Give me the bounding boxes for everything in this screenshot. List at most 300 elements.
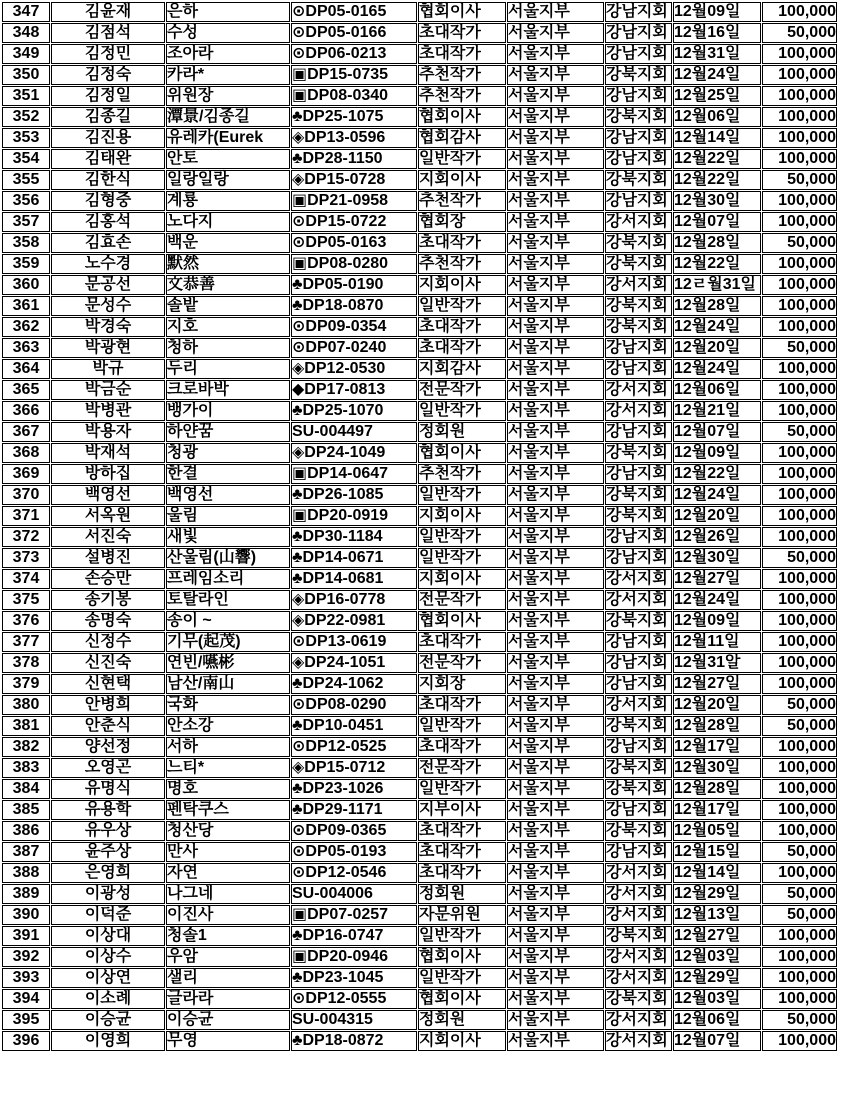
cell-title: 초대작가 [418, 338, 506, 358]
cell-code: ⊙DP12-0555 [291, 989, 417, 1009]
cell-amount: 50,000 [762, 548, 837, 568]
cell-code: ♣DP14-0671 [291, 548, 417, 568]
cell-chapter: 강남지회 [605, 800, 672, 820]
cell-no: 381 [2, 716, 50, 736]
cell-name: 김형중 [51, 191, 165, 211]
cell-title: 초대작가 [418, 695, 506, 715]
cell-branch: 서울지부 [507, 254, 604, 274]
cell-title: 협회이사 [418, 107, 506, 127]
cell-code: ◆DP17-0813 [291, 380, 417, 400]
cell-code: ⊙DP06-0213 [291, 44, 417, 64]
table-row [2, 905, 837, 925]
cell-amount: 100,000 [762, 359, 837, 379]
cell-name: 김홍석 [51, 212, 165, 232]
cell-amount: 100,000 [762, 947, 837, 967]
table-row [2, 212, 837, 232]
cell-date: 12월07일 [673, 422, 761, 442]
cell-name: 이상연 [51, 968, 165, 988]
cell-name: 박금순 [51, 380, 165, 400]
cell-branch: 서울지부 [507, 821, 604, 841]
cell-pen: 글라라 [166, 989, 290, 1009]
cell-amount: 100,000 [762, 275, 837, 295]
table-row [2, 275, 837, 295]
cell-pen: 새빛 [166, 527, 290, 547]
cell-no: 387 [2, 842, 50, 862]
cell-name: 박병관 [51, 401, 165, 421]
cell-branch: 서울지부 [507, 86, 604, 106]
cell-title: 전문작가 [418, 653, 506, 673]
cell-code: ⊙DP05-0163 [291, 233, 417, 253]
cell-name: 박재석 [51, 443, 165, 463]
cell-title: 협회이사 [418, 2, 506, 22]
cell-name: 김종길 [51, 107, 165, 127]
cell-amount: 50,000 [762, 884, 837, 904]
table-row [2, 233, 837, 253]
cell-title: 일반작가 [418, 401, 506, 421]
table-row [2, 338, 837, 358]
table-row [2, 737, 837, 757]
cell-name: 김정민 [51, 44, 165, 64]
cell-chapter: 강남지회 [605, 191, 672, 211]
cell-amount: 100,000 [762, 254, 837, 274]
cell-amount: 100,000 [762, 779, 837, 799]
cell-title: 초대작가 [418, 842, 506, 862]
cell-branch: 서울지부 [507, 842, 604, 862]
cell-no: 347 [2, 2, 50, 22]
cell-title: 협회감사 [418, 128, 506, 148]
cell-branch: 서울지부 [507, 275, 604, 295]
cell-name: 문공선 [51, 275, 165, 295]
cell-branch: 서울지부 [507, 926, 604, 946]
cell-no: 349 [2, 44, 50, 64]
cell-date: 12월29일 [673, 884, 761, 904]
cell-branch: 서울지부 [507, 464, 604, 484]
cell-code: ▣DP21-0958 [291, 191, 417, 211]
table-row [2, 527, 837, 547]
table-row [2, 506, 837, 526]
table-row [2, 443, 837, 463]
cell-pen: 산울림(山響) [166, 548, 290, 568]
cell-title: 일반작가 [418, 968, 506, 988]
cell-amount: 100,000 [762, 443, 837, 463]
cell-code: ⊙DP09-0354 [291, 317, 417, 337]
cell-branch: 서울지부 [507, 191, 604, 211]
cell-code: ▣DP20-0946 [291, 947, 417, 967]
table-row [2, 632, 837, 652]
cell-pen: 이승균 [166, 1010, 290, 1030]
table-row [2, 989, 837, 1009]
cell-title: 초대작가 [418, 863, 506, 883]
cell-no: 354 [2, 149, 50, 169]
cell-pen: 청산당 [166, 821, 290, 841]
cell-code: ♣DP25-1070 [291, 401, 417, 421]
cell-date: 12월22일 [673, 149, 761, 169]
cell-no: 377 [2, 632, 50, 652]
cell-title: 초대작가 [418, 737, 506, 757]
cell-amount: 50,000 [762, 695, 837, 715]
cell-date: 12월31일 [673, 44, 761, 64]
table-row [2, 86, 837, 106]
cell-code: ⊙DP05-0166 [291, 23, 417, 43]
cell-amount: 100,000 [762, 86, 837, 106]
cell-pen: 카라* [166, 65, 290, 85]
cell-name: 안춘식 [51, 716, 165, 736]
cell-no: 361 [2, 296, 50, 316]
cell-chapter: 강남지회 [605, 653, 672, 673]
cell-chapter: 강남지회 [605, 128, 672, 148]
cell-branch: 서울지부 [507, 233, 604, 253]
cell-branch: 서울지부 [507, 65, 604, 85]
cell-code: ♣DP23-1026 [291, 779, 417, 799]
cell-amount: 100,000 [762, 212, 837, 232]
cell-pen: 샐리 [166, 968, 290, 988]
cell-pen: 크로바박 [166, 380, 290, 400]
cell-date: 12월28일 [673, 233, 761, 253]
table-row [2, 191, 837, 211]
cell-code: ♣DP05-0190 [291, 275, 417, 295]
cell-pen: 일랑일랑 [166, 170, 290, 190]
cell-amount: 50,000 [762, 1010, 837, 1030]
table-row [2, 128, 837, 148]
cell-no: 367 [2, 422, 50, 442]
cell-amount: 100,000 [762, 968, 837, 988]
cell-no: 394 [2, 989, 50, 1009]
cell-code: ⊙DP08-0290 [291, 695, 417, 715]
cell-date: 12월29일 [673, 968, 761, 988]
cell-title: 전문작가 [418, 590, 506, 610]
cell-name: 김정숙 [51, 65, 165, 85]
table-row [2, 485, 837, 505]
cell-title: 일반작가 [418, 548, 506, 568]
cell-chapter: 강북지회 [605, 170, 672, 190]
cell-date: 12월25일 [673, 86, 761, 106]
cell-code: ⊙DP13-0619 [291, 632, 417, 652]
cell-pen: 만사 [166, 842, 290, 862]
table-row [2, 170, 837, 190]
cell-branch: 서울지부 [507, 149, 604, 169]
cell-pen: 한결 [166, 464, 290, 484]
cell-no: 357 [2, 212, 50, 232]
cell-no: 384 [2, 779, 50, 799]
cell-branch: 서울지부 [507, 653, 604, 673]
cell-date: 12월22일 [673, 170, 761, 190]
cell-pen: 뱅가이 [166, 401, 290, 421]
cell-code: ♣DP18-0872 [291, 1031, 417, 1051]
cell-branch: 서울지부 [507, 401, 604, 421]
cell-no: 374 [2, 569, 50, 589]
cell-pen: 무영 [166, 1031, 290, 1051]
cell-name: 양선정 [51, 737, 165, 757]
cell-date: 12월03일 [673, 989, 761, 1009]
cell-date: 12월13일 [673, 905, 761, 925]
cell-name: 신현택 [51, 674, 165, 694]
cell-pen: 토탈라인 [166, 590, 290, 610]
cell-pen: 나그네 [166, 884, 290, 904]
cell-pen: 청광 [166, 443, 290, 463]
cell-no: 352 [2, 107, 50, 127]
cell-code: SU-004315 [291, 1010, 417, 1030]
table-row [2, 548, 837, 568]
cell-chapter: 강남지회 [605, 2, 672, 22]
cell-date: 12월06일 [673, 107, 761, 127]
cell-branch: 서울지부 [507, 884, 604, 904]
cell-name: 이덕준 [51, 905, 165, 925]
cell-pen: 潭景/김종길 [166, 107, 290, 127]
cell-name: 은영희 [51, 863, 165, 883]
cell-chapter: 강북지회 [605, 107, 672, 127]
cell-chapter: 강북지회 [605, 611, 672, 631]
cell-amount: 100,000 [762, 821, 837, 841]
cell-date: 12월03일 [673, 947, 761, 967]
cell-no: 364 [2, 359, 50, 379]
cell-branch: 서울지부 [507, 800, 604, 820]
cell-title: 전문작가 [418, 758, 506, 778]
cell-pen: 이진사 [166, 905, 290, 925]
table-row [2, 569, 837, 589]
cell-pen: 명호 [166, 779, 290, 799]
cell-no: 355 [2, 170, 50, 190]
cell-pen: 두리 [166, 359, 290, 379]
table-row [2, 968, 837, 988]
cell-code: ⊙DP12-0546 [291, 863, 417, 883]
cell-pen: 자연 [166, 863, 290, 883]
cell-pen: 백영선 [166, 485, 290, 505]
cell-title: 협회이사 [418, 443, 506, 463]
cell-name: 김윤재 [51, 2, 165, 22]
cell-title: 초대작가 [418, 44, 506, 64]
cell-branch: 서울지부 [507, 590, 604, 610]
cell-no: 353 [2, 128, 50, 148]
cell-code: ◈DP15-0712 [291, 758, 417, 778]
cell-chapter: 강북지회 [605, 821, 672, 841]
cell-date: 12월27일 [673, 569, 761, 589]
cell-amount: 100,000 [762, 380, 837, 400]
cell-branch: 서울지부 [507, 170, 604, 190]
cell-title: 지회장 [418, 674, 506, 694]
cell-no: 380 [2, 695, 50, 715]
cell-no: 351 [2, 86, 50, 106]
cell-branch: 서울지부 [507, 1010, 604, 1030]
cell-pen: 연빈/嚥彬 [166, 653, 290, 673]
table-row [2, 1031, 837, 1051]
cell-branch: 서울지부 [507, 296, 604, 316]
cell-no: 388 [2, 863, 50, 883]
cell-code: ⊙DP15-0722 [291, 212, 417, 232]
cell-amount: 100,000 [762, 401, 837, 421]
cell-name: 김태완 [51, 149, 165, 169]
cell-amount: 100,000 [762, 65, 837, 85]
cell-branch: 서울지부 [507, 128, 604, 148]
cell-title: 일반작가 [418, 296, 506, 316]
cell-name: 김정일 [51, 86, 165, 106]
cell-chapter: 강서지회 [605, 569, 672, 589]
table-row [2, 359, 837, 379]
cell-name: 안병희 [51, 695, 165, 715]
cell-amount: 100,000 [762, 464, 837, 484]
table-row [2, 779, 837, 799]
cell-code: ♣DP14-0681 [291, 569, 417, 589]
cell-title: 추천작가 [418, 254, 506, 274]
cell-chapter: 강서지회 [605, 275, 672, 295]
cell-amount: 100,000 [762, 569, 837, 589]
cell-name: 서진숙 [51, 527, 165, 547]
cell-pen: 조아라 [166, 44, 290, 64]
cell-chapter: 강북지회 [605, 233, 672, 253]
cell-chapter: 강북지회 [605, 254, 672, 274]
cell-name: 백영선 [51, 485, 165, 505]
cell-date: 12월31알 [673, 653, 761, 673]
table-row [2, 674, 837, 694]
cell-title: 자문위원 [418, 905, 506, 925]
table-row [2, 107, 837, 127]
cell-date: 12월24일 [673, 65, 761, 85]
table-row [2, 149, 837, 169]
cell-amount: 50,000 [762, 422, 837, 442]
cell-code: SU-004006 [291, 884, 417, 904]
cell-branch: 서울지부 [507, 779, 604, 799]
cell-date: 12ㄹ월31일 [673, 275, 761, 295]
cell-code: ◈DP24-1051 [291, 653, 417, 673]
cell-branch: 서울지부 [507, 485, 604, 505]
cell-no: 369 [2, 464, 50, 484]
cell-branch: 서울지부 [507, 863, 604, 883]
cell-name: 노수경 [51, 254, 165, 274]
cell-branch: 서울지부 [507, 443, 604, 463]
cell-title: 정회원 [418, 884, 506, 904]
cell-branch: 서울지부 [507, 23, 604, 43]
cell-date: 12월16일 [673, 23, 761, 43]
cell-branch: 서울지부 [507, 527, 604, 547]
cell-no: 392 [2, 947, 50, 967]
cell-pen: 느티* [166, 758, 290, 778]
cell-name: 이영희 [51, 1031, 165, 1051]
cell-date: 12월24일 [673, 359, 761, 379]
cell-no: 356 [2, 191, 50, 211]
cell-name: 신진숙 [51, 653, 165, 673]
cell-title: 초대작가 [418, 233, 506, 253]
cell-name: 유명식 [51, 779, 165, 799]
cell-no: 359 [2, 254, 50, 274]
cell-title: 추천작가 [418, 191, 506, 211]
table-row [2, 716, 837, 736]
cell-title: 초대작가 [418, 821, 506, 841]
cell-date: 12월27일 [673, 926, 761, 946]
cell-pen: 서하 [166, 737, 290, 757]
table-row [2, 758, 837, 778]
cell-pen: 남산/南山 [166, 674, 290, 694]
cell-title: 협회이사 [418, 611, 506, 631]
cell-no: 389 [2, 884, 50, 904]
cell-code: ⊙DP07-0240 [291, 338, 417, 358]
cell-date: 12월14일 [673, 128, 761, 148]
cell-name: 손승만 [51, 569, 165, 589]
cell-amount: 100,000 [762, 485, 837, 505]
cell-date: 12월17일 [673, 737, 761, 757]
cell-name: 유용학 [51, 800, 165, 820]
cell-amount: 100,000 [762, 527, 837, 547]
cell-pen: 유레카(Eurek [166, 128, 290, 148]
cell-name: 박용자 [51, 422, 165, 442]
cell-date: 12월17일 [673, 800, 761, 820]
cell-code: ⊙DP09-0365 [291, 821, 417, 841]
cell-branch: 서울지부 [507, 905, 604, 925]
cell-date: 12월15일 [673, 842, 761, 862]
cell-chapter: 강남지회 [605, 23, 672, 43]
table-row [2, 296, 837, 316]
cell-name: 김진용 [51, 128, 165, 148]
cell-chapter: 강북지회 [605, 758, 672, 778]
cell-pen: 위원장 [166, 86, 290, 106]
cell-name: 문성수 [51, 296, 165, 316]
cell-amount: 50,000 [762, 338, 837, 358]
cell-code: ♣DP10-0451 [291, 716, 417, 736]
cell-amount: 100,000 [762, 590, 837, 610]
table-row [2, 590, 837, 610]
cell-name: 오영곤 [51, 758, 165, 778]
cell-title: 정회원 [418, 1010, 506, 1030]
cell-no: 360 [2, 275, 50, 295]
cell-chapter: 강남지회 [605, 86, 672, 106]
cell-no: 375 [2, 590, 50, 610]
cell-amount: 100,000 [762, 128, 837, 148]
cell-no: 386 [2, 821, 50, 841]
cell-amount: 50,000 [762, 233, 837, 253]
cell-amount: 50,000 [762, 842, 837, 862]
cell-name: 이상대 [51, 926, 165, 946]
cell-branch: 서울지부 [507, 359, 604, 379]
cell-title: 초대작가 [418, 632, 506, 652]
cell-no: 370 [2, 485, 50, 505]
cell-pen: 백운 [166, 233, 290, 253]
cell-no: 358 [2, 233, 50, 253]
cell-pen: 수성 [166, 23, 290, 43]
cell-code: ♣DP18-0870 [291, 296, 417, 316]
cell-title: 지회감사 [418, 359, 506, 379]
cell-branch: 서울지부 [507, 2, 604, 22]
cell-name: 설병진 [51, 548, 165, 568]
cell-pen: 안토 [166, 149, 290, 169]
cell-pen: 청하 [166, 338, 290, 358]
cell-title: 초대작가 [418, 23, 506, 43]
cell-date: 12월09일 [673, 2, 761, 22]
cell-chapter: 강북지회 [605, 779, 672, 799]
cell-name: 김한식 [51, 170, 165, 190]
table-row [2, 254, 837, 274]
cell-pen: 은하 [166, 2, 290, 22]
cell-chapter: 강북지회 [605, 65, 672, 85]
cell-code: ▣DP15-0735 [291, 65, 417, 85]
cell-code: ♣DP28-1150 [291, 149, 417, 169]
cell-amount: 100,000 [762, 674, 837, 694]
table-row [2, 401, 837, 421]
cell-date: 12월28일 [673, 779, 761, 799]
table-row [2, 317, 837, 337]
cell-chapter: 강서지회 [605, 1031, 672, 1051]
cell-date: 12월20일 [673, 695, 761, 715]
cell-date: 12월09일 [673, 611, 761, 631]
cell-amount: 50,000 [762, 905, 837, 925]
cell-chapter: 강남지회 [605, 548, 672, 568]
cell-title: 정회원 [418, 422, 506, 442]
cell-branch: 서울지부 [507, 632, 604, 652]
cell-pen: 文恭善 [166, 275, 290, 295]
cell-no: 372 [2, 527, 50, 547]
cell-amount: 100,000 [762, 926, 837, 946]
cell-chapter: 강서지회 [605, 905, 672, 925]
cell-amount: 100,000 [762, 758, 837, 778]
table-row [2, 800, 837, 820]
cell-chapter: 강서지회 [605, 863, 672, 883]
